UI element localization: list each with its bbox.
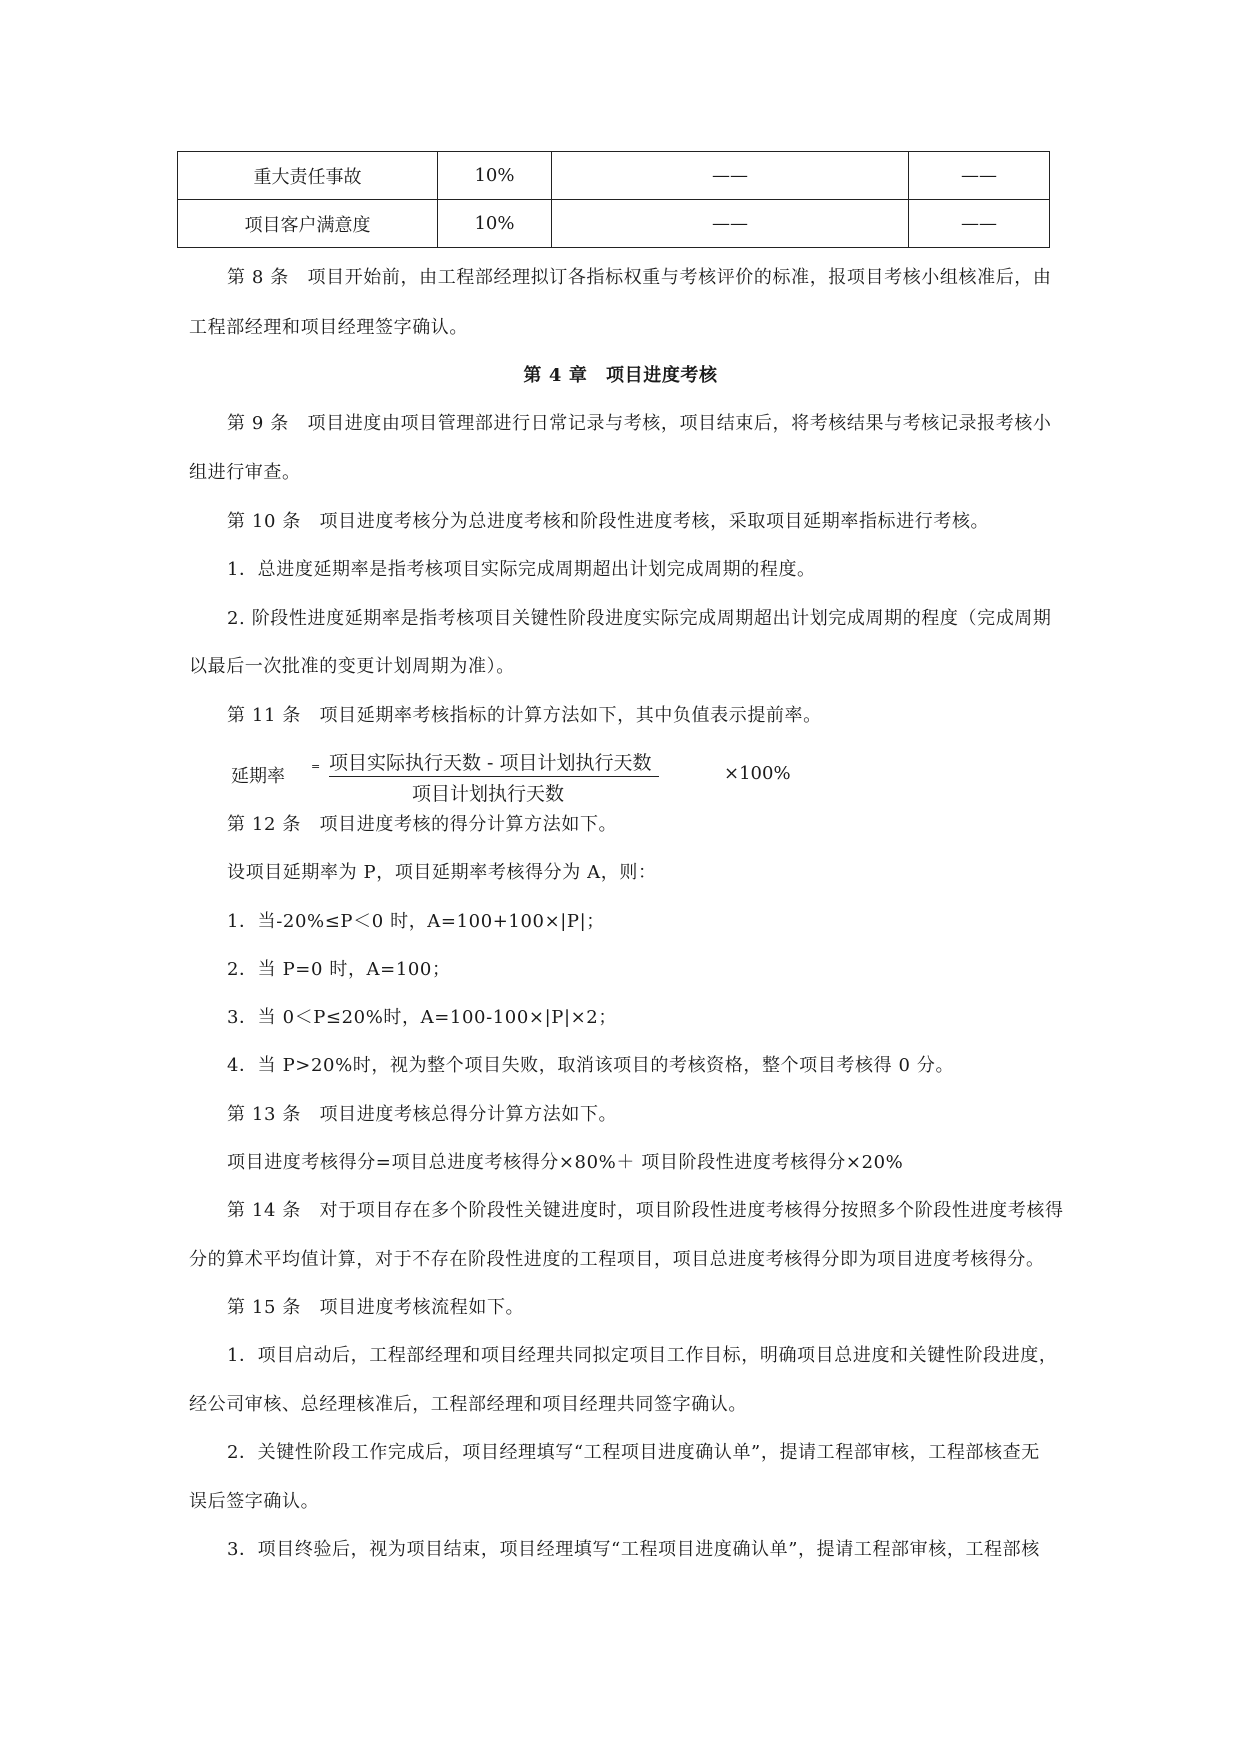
article-12: 第 12 条 项目进度考核的得分计算方法如下。 bbox=[227, 814, 618, 835]
table-cell-score: —— bbox=[909, 152, 1050, 200]
article-13-formula: 项目进度考核得分=项目总进度考核得分×80%＋ 项目阶段性进度考核得分×20% bbox=[227, 1152, 904, 1173]
table-cell-weight: 10% bbox=[438, 152, 552, 200]
article-9-line-2: 组进行审查。 bbox=[189, 462, 301, 483]
table-cell-item: 重大责任事故 bbox=[178, 152, 438, 200]
article-10-item-1: 1．总进度延期率是指考核项目实际完成周期超出计划完成周期的程度。 bbox=[227, 559, 816, 580]
article-10-item-2-line-1: 2. 阶段性进度延期率是指考核项目关键性阶段进度实际完成周期超出计划完成周期的程度（完成周期 bbox=[227, 608, 1052, 629]
article-12-rule-1: 1．当-20%≤P＜0 时，A=100+100×|P|； bbox=[227, 911, 605, 932]
article-12-rule-3: 3．当 0＜P≤20%时，A=100-100×|P|×2； bbox=[227, 1007, 617, 1028]
article-14-line-2: 分的算术平均值计算，对于不存在阶段性进度的工程项目，项目总进度考核得分即为项目进度考核得分。 bbox=[189, 1249, 1045, 1270]
article-10-item-2-line-2: 以最后一次批准的变更计划周期为准）。 bbox=[189, 656, 515, 677]
formula-numerator: 项目实际执行天数 - 项目计划执行天数 bbox=[329, 752, 652, 774]
indicator-table bbox=[177, 151, 1050, 248]
article-13: 第 13 条 项目进度考核总得分计算方法如下。 bbox=[227, 1104, 618, 1125]
table-row bbox=[178, 152, 1050, 200]
article-9-line-1: 第 9 条 项目进度由项目管理部进行日常记录与考核，项目结束后，将考核结果与考核记录报考核小 bbox=[227, 413, 1052, 434]
formula-equals-symbol: = bbox=[311, 760, 320, 773]
table-cell-standard: —— bbox=[552, 200, 909, 248]
article-15-step-1-line-2: 经公司审核、总经理核准后，工程部经理和项目经理共同签字确认。 bbox=[189, 1394, 747, 1415]
article-12-definition: 设项目延期率为 P，项目延期率考核得分为 A，则： bbox=[227, 862, 657, 883]
table-cell-weight: 10% bbox=[438, 200, 552, 248]
formula-denominator: 项目计划执行天数 bbox=[412, 783, 565, 805]
table-cell-item: 项目客户满意度 bbox=[178, 200, 438, 248]
article-8-line-2: 工程部经理和项目经理签字确认。 bbox=[189, 317, 468, 338]
delay-rate-formula bbox=[231, 748, 791, 805]
article-8-line-1: 第 8 条 项目开始前，由工程部经理拟订各指标权重与考核评价的标准，报项目考核小组核准后，由 bbox=[227, 267, 1052, 288]
chapter-heading: 第 4 章 项目进度考核 bbox=[523, 365, 718, 386]
fraction-bar bbox=[329, 776, 659, 777]
table-cell-score: —— bbox=[909, 200, 1050, 248]
article-15: 第 15 条 项目进度考核流程如下。 bbox=[227, 1297, 525, 1318]
article-15-step-3-line-1: 3．项目终验后，视为项目结束，项目经理填写“工程项目进度确认单”，提请工程部审核，工程部核 bbox=[227, 1539, 1040, 1560]
table-row bbox=[178, 200, 1050, 248]
table-cell-standard: —— bbox=[552, 152, 909, 200]
formula-multiplier: ×100% bbox=[724, 763, 791, 784]
article-15-step-2-line-2: 误后签字确认。 bbox=[189, 1491, 320, 1512]
article-11: 第 11 条 项目延期率考核指标的计算方法如下，其中负值表示提前率。 bbox=[227, 705, 822, 726]
article-12-rule-4: 4．当 P>20%时，视为整个项目失败，取消该项目的考核资格，整个项目考核得 0 分。 bbox=[227, 1055, 955, 1076]
article-15-step-1-line-1: 1．项目启动后，工程部经理和项目经理共同拟定项目工作目标，明确项目总进度和关键性阶段进度， bbox=[227, 1345, 1058, 1366]
article-14-line-1: 第 14 条 对于项目存在多个阶段性关键进度时，项目阶段性进度考核得分按照多个阶段性进度考核得 bbox=[227, 1200, 1064, 1221]
formula-label: 延期率 bbox=[231, 766, 285, 787]
article-12-rule-2: 2．当 P=0 时，A=100； bbox=[227, 959, 451, 980]
article-10: 第 10 条 项目进度考核分为总进度考核和阶段性进度考核，采取项目延期率指标进行考核。 bbox=[227, 511, 990, 532]
article-15-step-2-line-1: 2．关键性阶段工作完成后，项目经理填写“工程项目进度确认单”，提请工程部审核，工程部核查无 bbox=[227, 1442, 1040, 1463]
